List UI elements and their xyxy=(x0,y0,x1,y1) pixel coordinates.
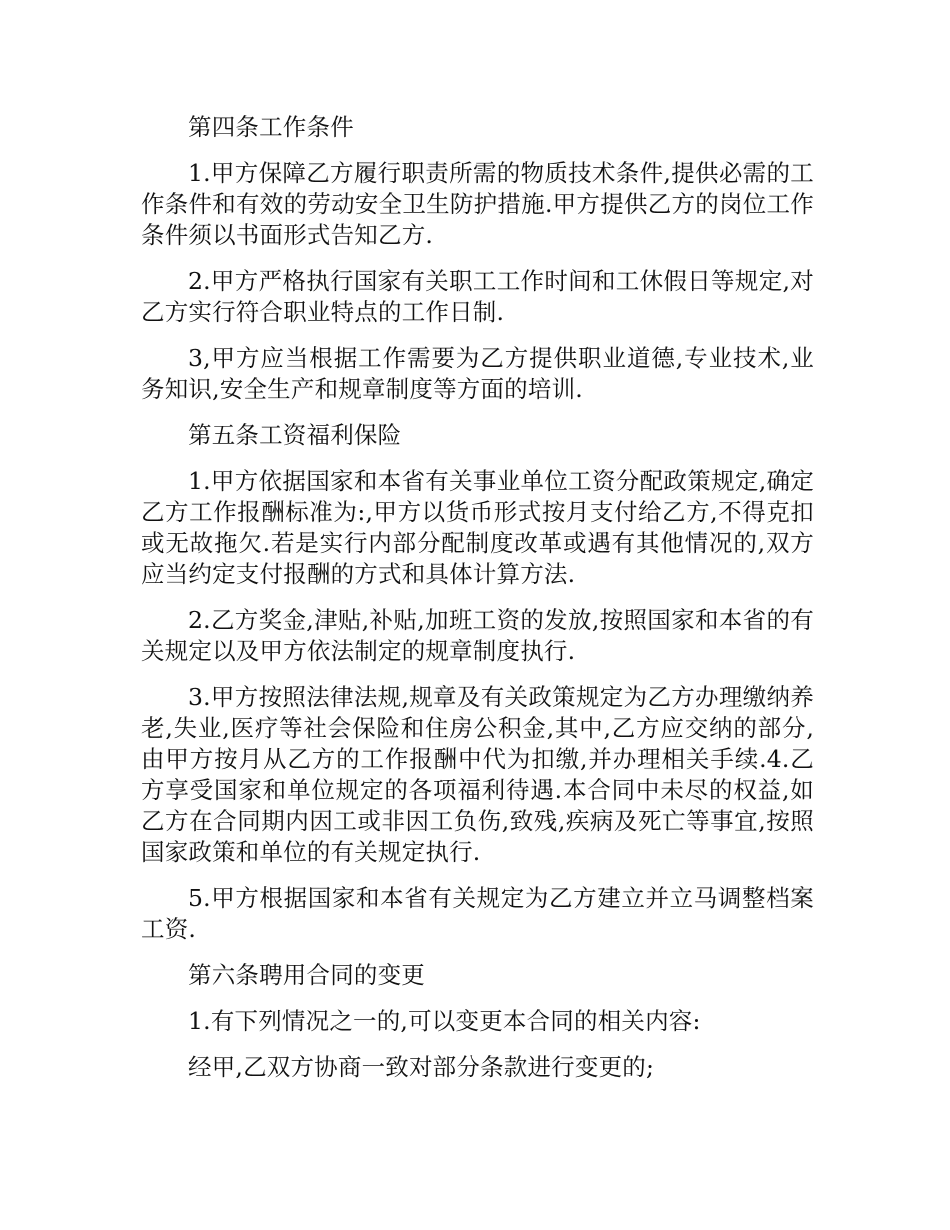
paragraph-clause-5-3-4: 3.甲方按照法律法规,规章及有关政策规定为乙方办理缴纳养老,失业,医疗等社会保险和住房公积金,其中,乙方应交纳的部分,由甲方按月从乙方的工作报酬中代为扣缴,并办理相关手续.4.乙方享受国家和单位规定的各项福利待遇.本合同中未尽的权益,如乙方在合同期内因工或非因工负伤,致残,疾病及死亡等事宜,按照国家政策和单位的有关规定执行. xyxy=(141,683,814,866)
document-body xyxy=(141,112,814,1098)
paragraph-clause-5-5: 5.甲方根据国家和本省有关规定为乙方建立并立马调整档案工资. xyxy=(141,884,814,943)
section-heading-article-5: 第五条工资福利保险 xyxy=(188,421,402,449)
section-heading-article-4: 第四条工作条件 xyxy=(188,113,354,141)
paragraph-clause-5-1: 1.甲方依据国家和本省有关事业单位工资分配政策规定,确定乙方工作报酬标准为:,甲方以货币形式按月支付给乙方,不得克扣或无故拖欠.若是实行内部分配制度改革或遇有其他情况的,双方应当约定支付报酬的方式和具体计算方法. xyxy=(141,467,814,588)
paragraph-clause-4-1: 1.甲方保障乙方履行职责所需的物质技术条件,提供必需的工作条件和有效的劳动安全卫生防护措施.甲方提供乙方的岗位工作条件须以书面形式告知乙方. xyxy=(141,159,814,249)
paragraph-clause-5-2: 2.乙方奖金,津贴,补贴,加班工资的发放,按照国家和本省的有关规定以及甲方依法制定的规章制度执行. xyxy=(141,606,814,665)
section-heading-article-6: 第六条聘用合同的变更 xyxy=(188,961,425,989)
paragraph-clause-4-3: 3,甲方应当根据工作需要为乙方提供职业道德,专业技术,业务知识,安全生产和规章制度等方面的培训. xyxy=(141,344,814,403)
paragraph-clause-6-1: 1.有下列情况之一的,可以变更本合同的相关内容: xyxy=(188,1007,701,1035)
paragraph-clause-4-2: 2.甲方严格执行国家有关职工工作时间和工休假日等规定,对乙方实行符合职业特点的工作日制. xyxy=(141,267,814,326)
paragraph-clause-6-1-a: 经甲,乙双方协商一致对部分条款进行变更的; xyxy=(188,1053,655,1081)
